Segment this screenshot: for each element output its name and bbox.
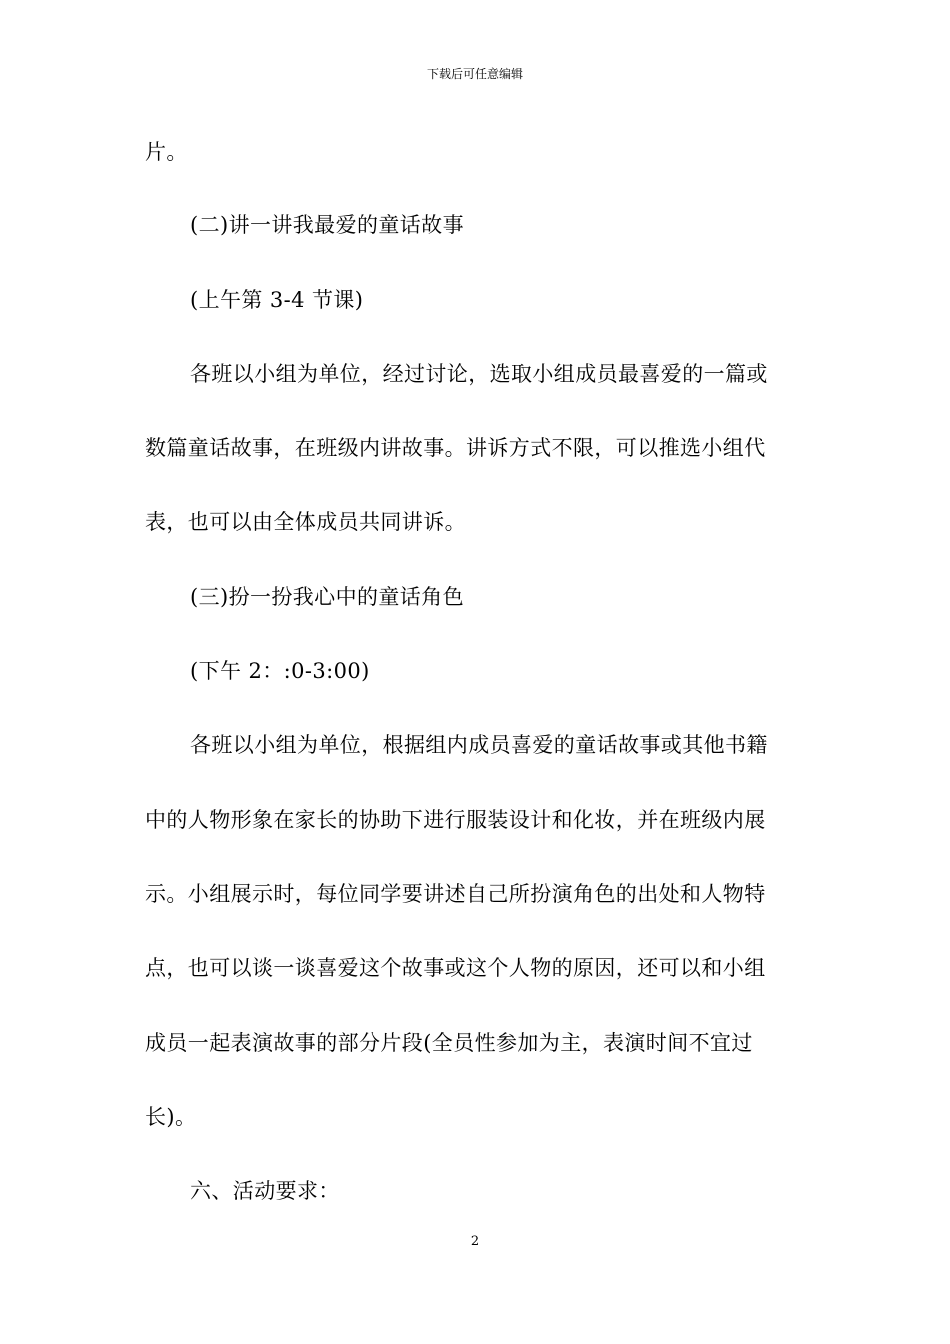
paragraph-line: 长)。 [145,1105,197,1129]
section-heading: (二)讲一讲我最爱的童话故事 [190,213,464,237]
paragraph-line: 成员一起表演故事的部分片段(全员性参加为主，表演时间不宜过 [145,1031,753,1055]
paragraph-line: 数篇童话故事，在班级内讲故事。讲诉方式不限，可以推选小组代 [145,436,766,460]
paragraph-line: 各班以小组为单位，根据组内成员喜爱的童话故事或其他书籍 [190,733,768,757]
paragraph-line: 点，也可以谈一谈喜爱这个故事或这个人物的原因，还可以和小组 [145,956,766,980]
paragraph-line: 中的人物形象在家长的协助下进行服装设计和化妆，并在班级内展 [145,808,766,832]
paragraph-line: 各班以小组为单位，经过讨论，选取小组成员最喜爱的一篇或 [190,362,768,386]
paragraph-line: 片。 [145,140,188,164]
schedule-note: (下午 2：:0-3:00) [190,659,370,683]
schedule-note: (上午第 3-4 节课) [190,288,364,312]
paragraph-line: 表，也可以由全体成员共同讲诉。 [145,510,466,534]
page-header: 下载后可任意编辑 [426,67,523,81]
page-number: 2 [470,1234,480,1249]
section-heading: (三)扮一扮我心中的童话角色 [190,585,464,609]
paragraph-line: 示。小组展示时，每位同学要讲述自己所扮演角色的出处和人物特 [145,882,766,906]
section-heading: 六、活动要求： [190,1179,340,1203]
